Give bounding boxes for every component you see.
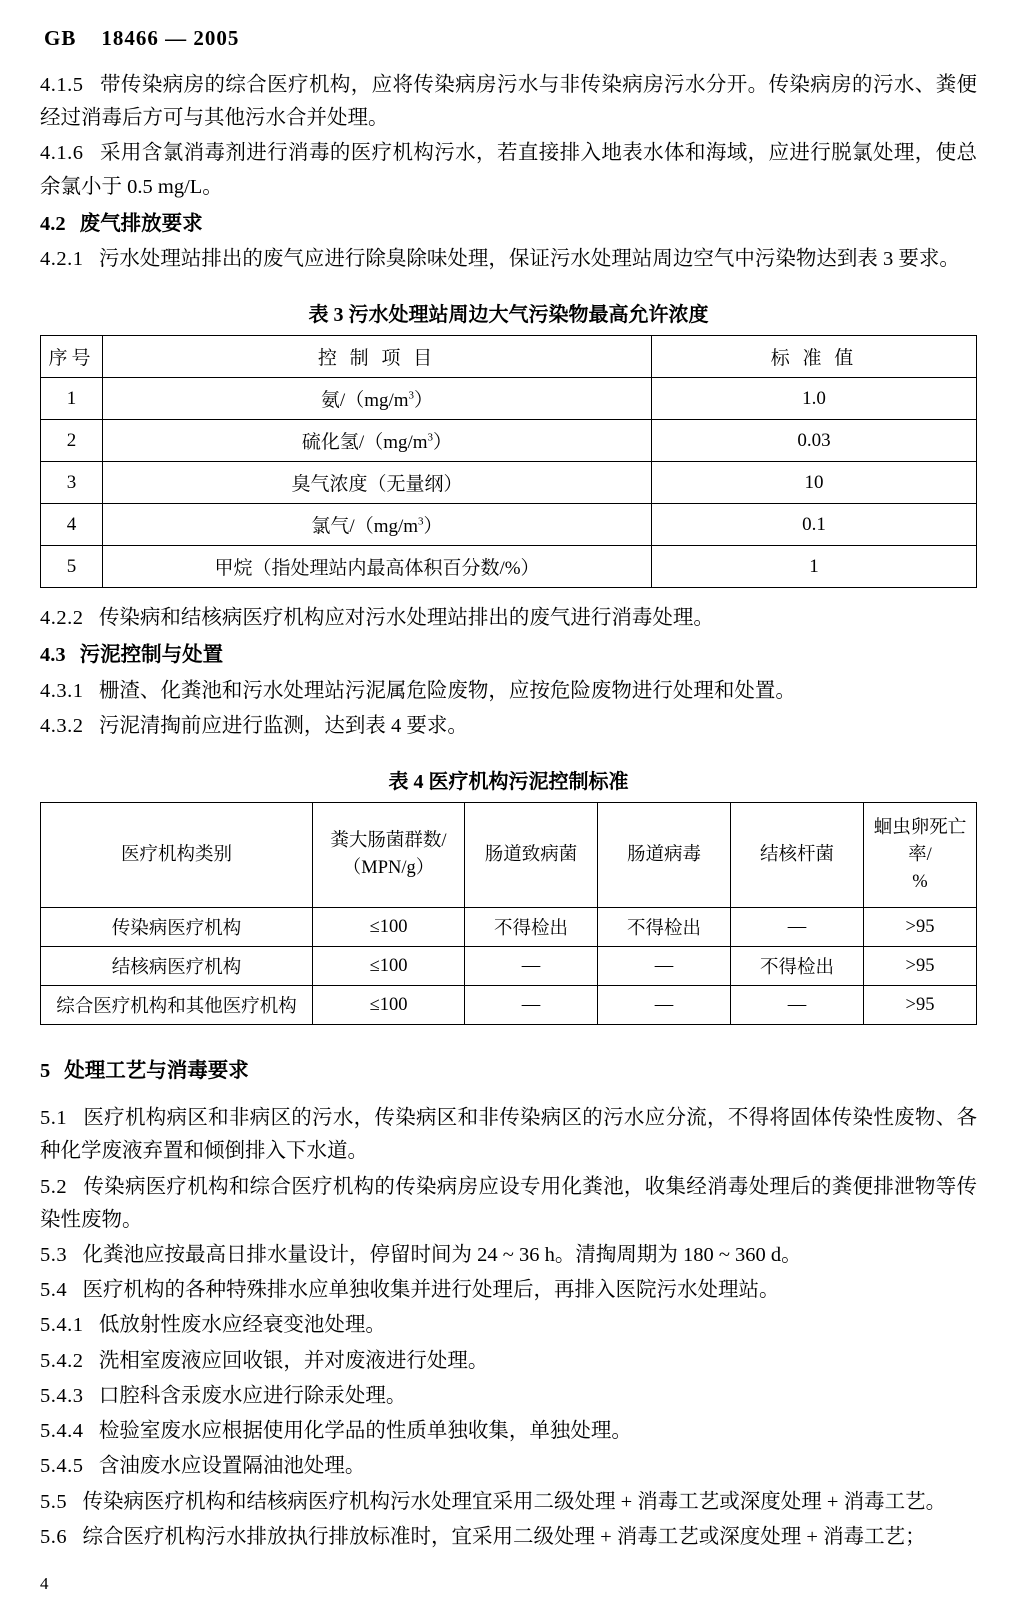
table-row — [41, 986, 977, 1025]
heading-4-2-number: 4.2 — [40, 212, 66, 235]
clause-text: 化粪池应按最高日排水量设计，停留时间为 24 ~ 36 h。清掏周期为 180 ~ 360 d。 — [82, 1244, 802, 1267]
table-3-cell-value: 1.0 — [652, 378, 977, 420]
table-4-cell: — — [731, 908, 864, 947]
clause-number: 5.4.3 — [40, 1384, 84, 1407]
page-header — [40, 26, 977, 51]
heading-5-text: 处理工艺与消毒要求 — [64, 1060, 249, 1083]
table-4-header-row — [41, 803, 977, 908]
header-line: 医疗机构类别 — [120, 844, 232, 865]
clause-text: 低放射性废水应经衰变池处理。 — [98, 1314, 386, 1337]
heading-4-3-text: 污泥控制与处置 — [79, 644, 224, 667]
clause-4-1-6-number: 4.1.6 — [40, 142, 84, 165]
table-4-header-cell — [731, 803, 864, 908]
table-3-cell-no: 3 — [41, 462, 103, 504]
clause-4-3-2-text: 污泥清掏前应进行监测，达到表 4 要求。 — [98, 714, 468, 737]
clause-number: 5.2 — [40, 1175, 68, 1198]
clause-5-4-5 — [40, 1450, 977, 1483]
clause-number: 5.3 — [40, 1244, 68, 1267]
table-4-cell: >95 — [864, 986, 977, 1025]
clause-text: 含油废水应设置隔油池处理。 — [98, 1455, 366, 1478]
heading-4-2 — [40, 208, 977, 241]
section-5-body — [40, 1102, 977, 1554]
clause-text: 医疗机构的各种特殊排水应单独收集并进行处理后，再排入医院污水处理站。 — [82, 1279, 780, 1302]
clause-number: 5.4.2 — [40, 1349, 84, 1372]
table-row — [41, 546, 977, 588]
table-3-cell-item — [103, 504, 652, 546]
header-line: 肠道病毒 — [626, 844, 701, 865]
clause-number: 5.4 — [40, 1279, 68, 1302]
table-4-header-cell — [41, 803, 313, 908]
table-4-cell: >95 — [864, 908, 977, 947]
clause-4-2-2-text: 传染病和结核病医疗机构应对污水处理站排出的废气进行消毒处理。 — [98, 607, 714, 630]
table-3-cell-no: 4 — [41, 504, 103, 546]
heading-5 — [40, 1055, 977, 1088]
clause-5-4-4 — [40, 1415, 977, 1448]
item-superscript: 3 — [418, 515, 424, 528]
clause-4-3-2 — [40, 710, 977, 743]
clause-text: 洗相室废液应回收银，并对废液进行处理。 — [98, 1349, 489, 1372]
clause-4-2-1-text: 污水处理站排出的废气应进行除臭除味处理，保证污水处理站周边空气中污染物达到表 3 要求。 — [98, 248, 960, 271]
header-line: 结核杆菌 — [759, 844, 834, 865]
table-3-title: 表 3 污水处理站周边大气污染物最高允许浓度 — [308, 304, 709, 327]
item-superscript: 3 — [408, 389, 415, 402]
clause-number: 5.4.5 — [40, 1455, 84, 1478]
table-4-cell: 不得检出 — [598, 908, 731, 947]
table-row — [41, 908, 977, 947]
clause-text: 口腔科含汞废水应进行除汞处理。 — [98, 1384, 407, 1407]
table-3-header-cell: 序号 — [41, 336, 103, 378]
clause-5-4-1 — [40, 1309, 977, 1342]
header-line: 肠道致病菌 — [484, 844, 578, 865]
clause-text: 传染病医疗机构和综合医疗机构的传染病房应设专用化粪池，收集经消毒处理后的粪便排泄物等传染性废物。 — [40, 1175, 978, 1231]
table-4-cell: 传染病医疗机构 — [41, 908, 313, 947]
clause-4-1-5 — [40, 69, 977, 135]
clause-text: 综合医疗机构污水排放执行排放标准时，宜采用二级处理 + 消毒工艺或深度处理 + 消毒工艺； — [82, 1525, 926, 1548]
header-line: 粪大肠菌群数/ — [330, 831, 447, 852]
table-3-cell-no: 1 — [41, 378, 103, 420]
page-number: 4 — [40, 1574, 49, 1593]
clause-4-3-1 — [40, 675, 977, 708]
table-3-cell-item — [103, 462, 652, 504]
table-row — [41, 462, 977, 504]
clause-4-2-2-number: 4.2.2 — [40, 607, 84, 630]
header-line: 蛔虫卵死亡率/ — [873, 818, 967, 865]
table-4-cell: — — [598, 986, 731, 1025]
item-suffix: ） — [414, 390, 434, 412]
table-4-cell: 综合医疗机构和其他医疗机构 — [41, 986, 313, 1025]
table-4-header-cell — [864, 803, 977, 908]
table-4-header-cell — [313, 803, 465, 908]
clause-4-2-1-number: 4.2.1 — [40, 248, 84, 271]
table-3-cell-item — [103, 378, 652, 420]
table-3-cell-no: 2 — [41, 420, 103, 462]
table-4-cell: 不得检出 — [465, 908, 598, 947]
table-4-cell: — — [598, 947, 731, 986]
clause-number: 5.5 — [40, 1490, 68, 1513]
clause-4-2-2 — [40, 602, 977, 635]
header-line: （MPN/g） — [342, 858, 435, 879]
table-3-cell-item — [103, 420, 652, 462]
clause-text: 传染病医疗机构和结核病医疗机构污水处理宜采用二级处理 + 消毒工艺或深度处理 + 消毒工艺。 — [82, 1490, 947, 1513]
table-4-title: 表 4 医疗机构污泥控制标准 — [388, 771, 629, 794]
clause-4-3-2-number: 4.3.2 — [40, 714, 84, 737]
clause-5-1 — [40, 1102, 977, 1168]
table-3-cell-no: 5 — [41, 546, 103, 588]
clause-4-3-1-text: 栅渣、化粪池和污水处理站污泥属危险废物，应按危险废物进行处理和处置。 — [98, 679, 796, 702]
clause-4-2-1 — [40, 243, 977, 276]
item-prefix: 硫化氢/（mg/m — [301, 432, 428, 454]
clause-4-1-6-text: 采用含氯消毒剂进行消毒的医疗机构污水，若直接排入地表水体和海域，应进行脱氯处理，使总余氯小于 0.5 mg/L。 — [40, 142, 978, 198]
table-4-header-cell — [598, 803, 731, 908]
clause-5-4-2 — [40, 1345, 977, 1378]
item-prefix: 甲烷（指处理站内最高体积百分数/%） — [214, 558, 540, 580]
header-line: % — [912, 871, 928, 892]
clause-4-1-6 — [40, 137, 977, 203]
clause-number: 5.6 — [40, 1525, 68, 1548]
table-3-cell-value: 0.03 — [652, 420, 977, 462]
table-3-cell-item — [103, 546, 652, 588]
table-4-cell: >95 — [864, 947, 977, 986]
item-prefix: 氯气/（mg/m — [311, 516, 419, 538]
table-row — [41, 504, 977, 546]
item-prefix: 臭气浓度（无量纲） — [291, 474, 463, 496]
clause-5-6 — [40, 1521, 977, 1554]
table-3-cell-value: 0.1 — [652, 504, 977, 546]
heading-4-3 — [40, 639, 977, 672]
table-4-cell: 不得检出 — [731, 947, 864, 986]
clause-5-2 — [40, 1171, 977, 1237]
clause-5-3 — [40, 1239, 977, 1272]
item-suffix: ） — [423, 516, 443, 538]
standard-number: 18466 — 2005 — [101, 26, 240, 50]
heading-4-2-text: 废气排放要求 — [79, 212, 203, 235]
clause-text: 医疗机构病区和非病区的污水，传染病区和非传染病区的污水应分流，不得将固体传染性废物、各种化学废液弃置和倾倒排入下水道。 — [40, 1107, 978, 1163]
clause-number: 5.4.4 — [40, 1420, 84, 1443]
table-row — [41, 420, 977, 462]
table-4-cell: — — [465, 947, 598, 986]
table-row — [41, 947, 977, 986]
standard-id: GB — [44, 26, 77, 50]
table-4-cell: ≤100 — [313, 947, 465, 986]
item-prefix: 氨/（mg/m — [320, 390, 409, 412]
clause-5-4 — [40, 1274, 977, 1307]
heading-4-3-number: 4.3 — [40, 644, 66, 667]
clause-number: 5.1 — [40, 1107, 68, 1130]
item-suffix: ） — [433, 432, 453, 454]
table-3-header-cell: 控 制 项 目 — [103, 336, 652, 378]
table-3-header-row — [41, 336, 977, 378]
table-3-header-cell: 标 准 值 — [652, 336, 977, 378]
table-4-cell: 结核病医疗机构 — [41, 947, 313, 986]
table-row — [41, 378, 977, 420]
clause-5-4-3 — [40, 1380, 977, 1413]
clause-text: 检验室废水应根据使用化学品的性质单独收集，单独处理。 — [98, 1420, 632, 1443]
clause-4-1-5-number: 4.1.5 — [40, 74, 84, 96]
table-4-cell: — — [465, 986, 598, 1025]
table-4-cell: ≤100 — [313, 986, 465, 1025]
item-superscript: 3 — [427, 431, 434, 444]
table-4 — [40, 802, 977, 1025]
table-3 — [40, 335, 977, 588]
table-3-cell-value: 1 — [652, 546, 977, 588]
table-4-cell: — — [731, 986, 864, 1025]
table-4-header-cell — [465, 803, 598, 908]
table-3-cell-value: 10 — [652, 462, 977, 504]
clause-4-1-5-text: 带传染病房的综合医疗机构，应将传染病房污水与非传染病房污水分开。传染病房的污水、粪便经过消毒后方可与其他污水合并处理。 — [40, 74, 978, 130]
clause-number: 5.4.1 — [40, 1314, 84, 1337]
clause-5-5 — [40, 1486, 977, 1519]
clause-4-3-1-number: 4.3.1 — [40, 679, 84, 702]
heading-5-number: 5 — [40, 1060, 51, 1083]
table-4-cell: ≤100 — [313, 908, 465, 947]
